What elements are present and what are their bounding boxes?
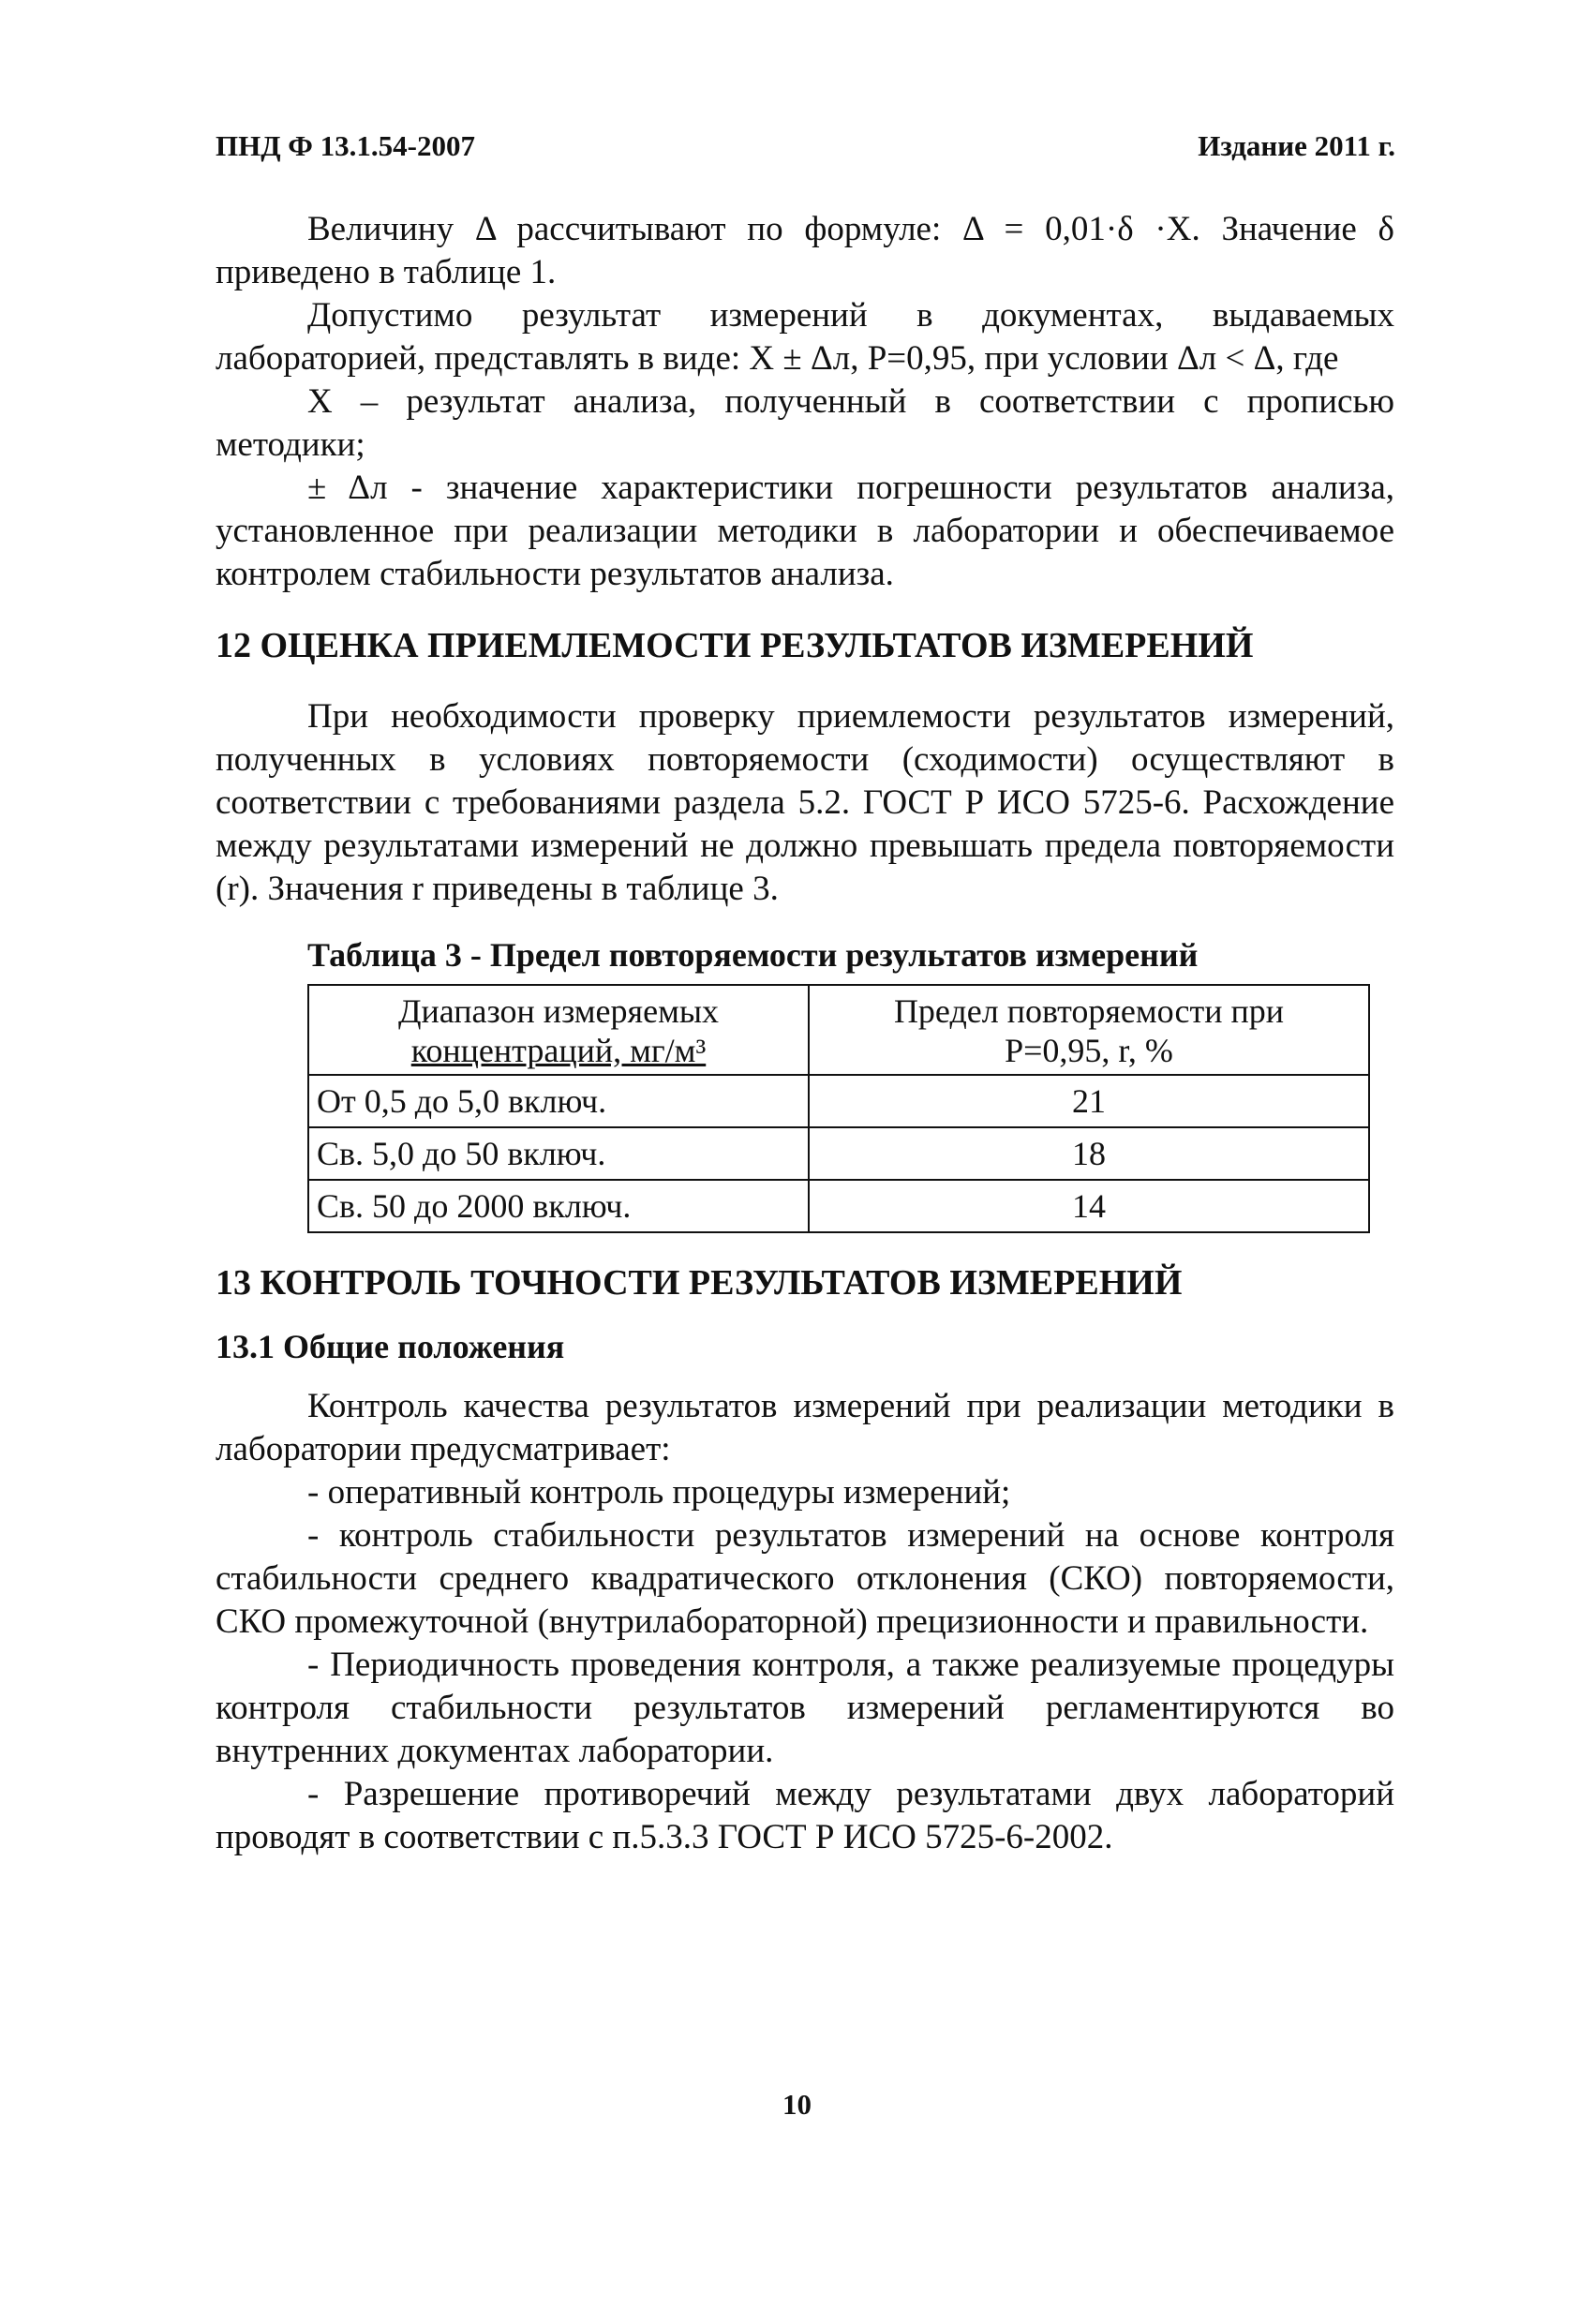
table-3-caption: Таблица 3 - Предел повторяемости результатов измерений — [307, 936, 1199, 974]
list-item: - Разрешение противоречий между результатами двух лабораторий проводят в соответствии с п.5.3.3 ГОСТ Р ИСО 5725-6-2002. — [216, 1775, 1394, 1856]
page-number: 10 — [782, 2088, 812, 2121]
range-cell: От 0,5 до 5,0 включ. — [308, 1075, 809, 1127]
repeatability-limit-table — [307, 984, 1370, 1233]
table-row — [308, 1075, 1369, 1127]
table-row — [308, 1180, 1369, 1232]
section-12-text: При необходимости проверку приемлемости результатов измерений, полученных в условиях повторяемости (сходимости) осуществляют в соответствии с требованиями раздела 5.2. ГОСТ Р ИСО 5725-6. Расхождение между результатами измерений не должно превышать предела повторяемости (r). Значения r приведены в таблице 3. — [216, 697, 1394, 908]
section-13-heading: 13 КОНТРОЛЬ ТОЧНОСТИ РЕЗУЛЬТАТОВ ИЗМЕРЕНИЙ — [216, 1263, 1183, 1303]
limit-value-cell: 14 — [809, 1180, 1369, 1232]
document-code: ПНД Ф 13.1.54-2007 — [216, 129, 476, 162]
intro-paragraph-delta-l-definition: ± Δл - значение характеристики погрешности результатов анализа, установленное при реализации методики в лаборатории и обеспечиваемое контролем стабильности результатов анализа. — [216, 469, 1394, 593]
range-cell: Св. 50 до 2000 включ. — [308, 1180, 809, 1232]
range-cell: Св. 5,0 до 50 включ. — [308, 1127, 809, 1180]
list-item: - контроль стабильности результатов измерений на основе контроля стабильности среднего квадратического отклонения (СКО) повторяемости, СКО промежуточной (внутрилабораторной) прецизионности и правильности. — [216, 1516, 1394, 1641]
edition-label: Издание 2011 г. — [1198, 129, 1395, 162]
intro-paragraph-x-definition: X – результат анализа, полученный в соответствии с прописью методики; — [216, 382, 1394, 464]
column-header-range: Диапазон измеряемых концентраций, мг/м³ — [308, 985, 809, 1075]
section-12-heading: 12 ОЦЕНКА ПРИЕМЛЕМОСТИ РЕЗУЛЬТАТОВ ИЗМЕРЕНИЙ — [216, 626, 1254, 665]
list-item: - Периодичность проведения контроля, а также реализуемые процедуры контроля стабильности результатов измерений регламентируются во внутренних документах лаборатории. — [216, 1646, 1394, 1770]
table-row — [308, 1127, 1369, 1180]
limit-value-cell: 18 — [809, 1127, 1369, 1180]
limit-value-cell: 21 — [809, 1075, 1369, 1127]
column-header-limit: Предел повторяемости при Р=0,95, r, % — [809, 985, 1369, 1075]
section-13-intro: Контроль качества результатов измерений при реализации методики в лаборатории предусматривает: — [216, 1387, 1394, 1468]
page-content — [216, 208, 1394, 1859]
page-header — [216, 129, 1395, 163]
intro-paragraph-delta: Величину Δ рассчитывают по формуле: Δ = 0,01·δ ·X. Значение δ приведено в таблице 1. — [216, 210, 1394, 291]
subsection-13-1-heading: 13.1 Общие положения — [216, 1328, 565, 1365]
intro-paragraph-result-format: Допустимо результат измерений в документах, выдаваемых лабораторией, представлять в виде: X ± Δл, Р=0,95, при условии Δл < Δ, где — [216, 296, 1394, 378]
list-item: - оперативный контроль процедуры измерений; — [307, 1473, 1011, 1512]
table-header-row — [308, 985, 1369, 1075]
